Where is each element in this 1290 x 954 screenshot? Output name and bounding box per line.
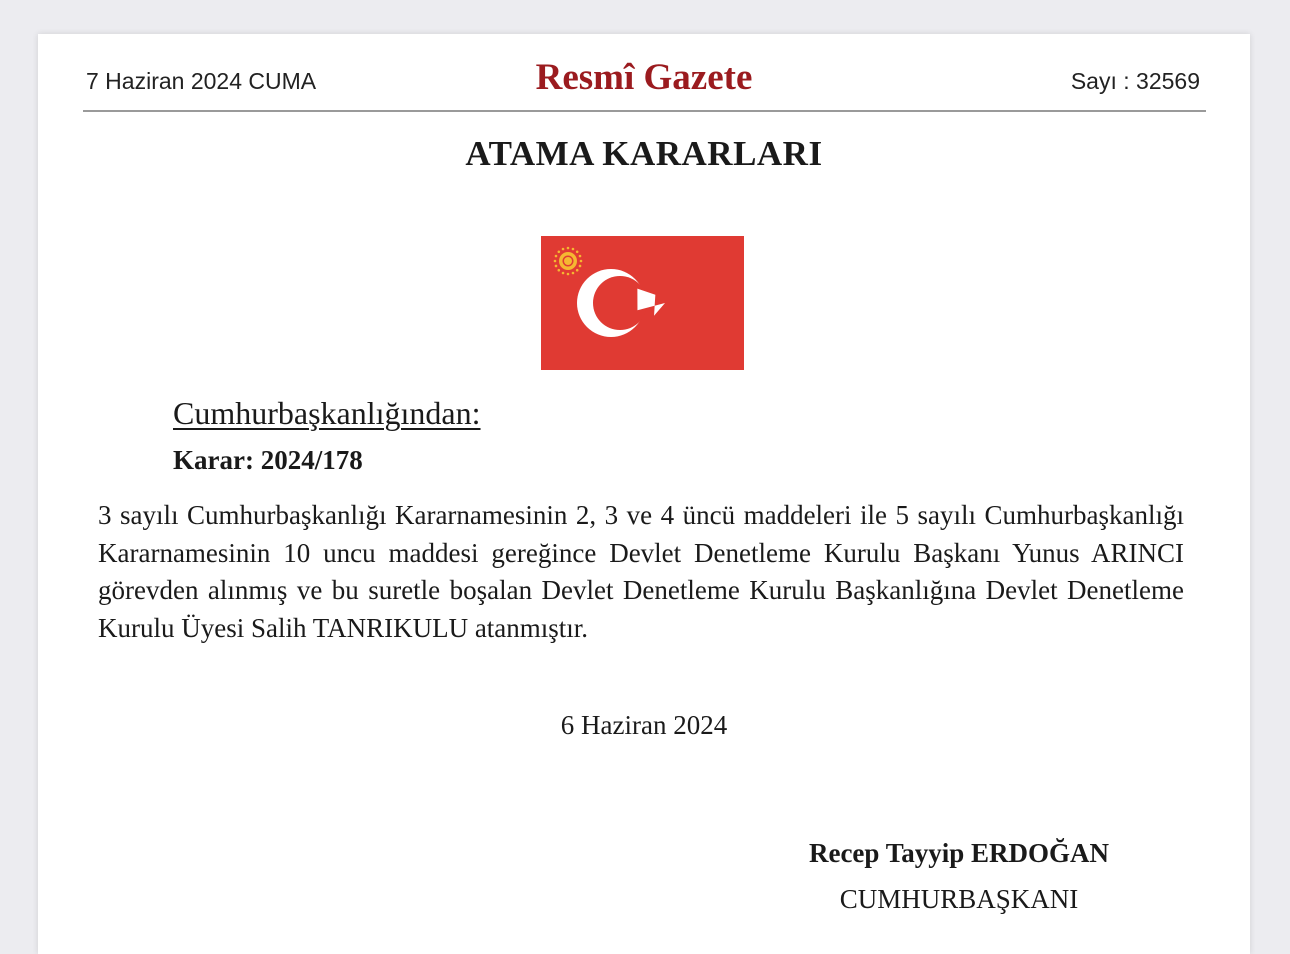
decision-text: 3 sayılı Cumhurbaşkanlığı Kararnamesinin 2, 3 ve 4 üncü maddeleri ile 5 sayılı Cumhurbaşkanlığı Kararnamesinin 10 uncu maddesi gereğince Devlet Denetleme Kurulu Başkanı Yunus ARINCI görevden alınmış ve bu suretle boşalan Devlet Denetleme Kurulu Başkanlığına Devlet Denetleme Kurulu Üyesi Salih TANRIKULU atanmıştır.	[98, 500, 1184, 643]
signer-name: Recep Tayyip ERDOĞAN	[808, 838, 1110, 868]
seal-star	[554, 260, 557, 263]
issue-number: Sayı : 32569	[1070, 68, 1200, 94]
turkish-flag-icon	[541, 236, 744, 370]
header-date: 7 Haziran 2024 CUMA	[86, 68, 317, 94]
seal-star	[579, 255, 582, 258]
seal-star	[555, 265, 558, 268]
gazette-title: Resmî Gazete	[535, 57, 753, 98]
section-title: ATAMA KARARLARI	[465, 134, 823, 173]
seal-star	[576, 251, 579, 254]
seal-star	[562, 248, 565, 251]
seal-star	[576, 269, 579, 272]
seal-star	[555, 255, 558, 258]
gazette-page	[38, 34, 1250, 954]
seal-star	[567, 273, 570, 276]
seal-star	[562, 272, 565, 275]
seal-star	[572, 248, 575, 251]
signer-title: CUMHURBAŞKANI	[839, 884, 1079, 914]
issuer-heading: Cumhurbaşkanlığından:	[173, 395, 481, 431]
seal-star	[572, 272, 575, 275]
seal-star	[558, 251, 561, 254]
seal-star	[580, 260, 583, 263]
seal-star	[567, 247, 570, 250]
decision-number: Karar: 2024/178	[173, 445, 363, 475]
header-divider	[83, 110, 1206, 112]
decision-date: 6 Haziran 2024	[560, 710, 728, 740]
seal-star	[558, 269, 561, 272]
seal-star	[579, 265, 582, 268]
